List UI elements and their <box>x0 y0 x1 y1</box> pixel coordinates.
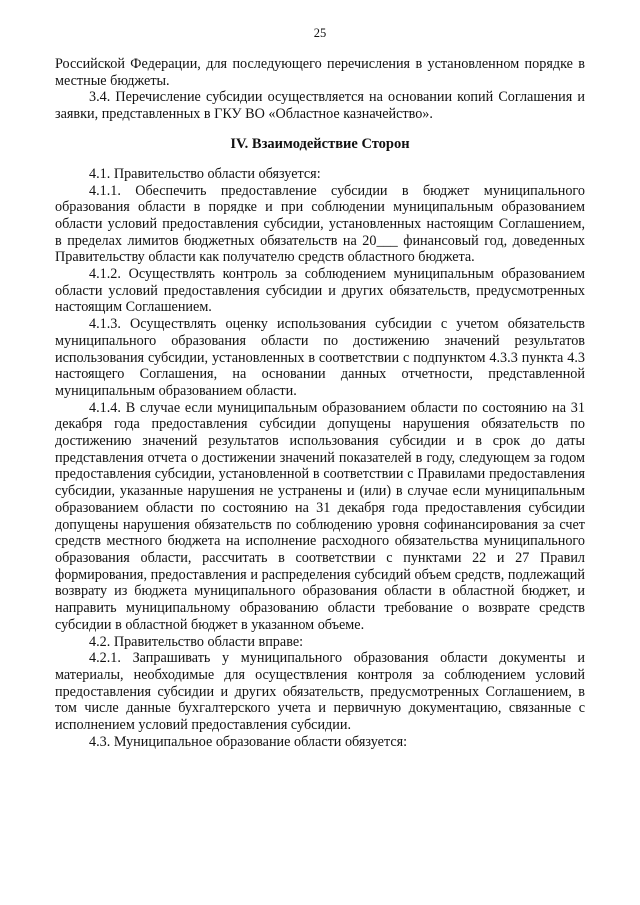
paragraph-4-1-4: 4.1.4. В случае если муниципальным образованием области по состоянию на 31 декабря года предоставления субсидии допущены нарушения обязательств по достижению значений результатов использования субсидии и в срок до даты представления отчета о достижении значений показателей в году, следующем за годом предоставления субсидии, установленной в соответствии с Правилами предоставления субсидии, указанные нарушения не устранены и (или) в случае если муниципальным образованием области по состоянию на 31 декабря года предоставления субсидии допущены нарушения обязательств по соблюдению уровня софинансирования за счет средств местного бюджета на исполнение расходного обязательства муниципального образования области, рассчитать в соответствии с пунктами 22 и 27 Правил формирования, предоставления и распределения субсидий объем средств, подлежащий возврату из бюджета муниципального образования области в областной бюджет, и направить муниципальному образованию области требование о возврате средств субсидии в областной бюджет в указанном объеме. <box>55 399 585 633</box>
page-number: 25 <box>313 26 327 40</box>
paragraph-4-1-2: 4.1.2. Осуществлять контроль за соблюдением муниципальным образованием области условий предоставления субсидии и других обязательств, предусмотренных настоящим Соглашением. <box>55 266 585 316</box>
paragraph-4-1-1: 4.1.1. Обеспечить предоставление субсидии в бюджет муниципального образования области в порядке и при соблюдении муниципальным образованием области условий предоставления субсидии, установленных настоящим Соглашением, в пределах лимитов бюджетных обязательств на 20___ финансовый год, доведенных Правительству области как получателю средств областного бюджета. <box>55 182 585 266</box>
document-body <box>55 56 585 750</box>
paragraph-4-2: 4.2. Правительство области вправе: <box>89 633 304 650</box>
section-heading: IV. Взаимодействие Сторон <box>230 135 410 152</box>
paragraph-4-1: 4.1. Правительство области обязуется: <box>89 165 321 182</box>
paragraph-continuation: Российской Федерации, для последующего перечисления в установленном порядке в местные бюджеты. <box>55 56 585 89</box>
paragraph-4-2-1: 4.2.1. Запрашивать у муниципального образования области документы и материалы, необходимые для осуществления контроля за соблюдением условий предоставления субсидии и других обязательств, предусмотренных Соглашением, в том числе данные бухгалтерского учета и первичную документацию, связанные с исполнением условий предоставления субсидии. <box>55 650 585 734</box>
paragraph-4-3: 4.3. Муниципальное образование области обязуется: <box>89 733 408 750</box>
paragraph-3-4: 3.4. Перечисление субсидии осуществляется на основании копий Соглашения и заявки, представленных в ГКУ ВО «Областное казначейство». <box>55 89 585 123</box>
paragraph-4-1-3: 4.1.3. Осуществлять оценку использования субсидии с учетом обязательств муниципального образования области по достижению значений результатов использования субсидии, установленных в соответствии с подпунктом 4.3.3 пункта 4.3 настоящего Соглашения, на основании данных отчетности, представленной муниципальным образованием области. <box>55 316 585 399</box>
